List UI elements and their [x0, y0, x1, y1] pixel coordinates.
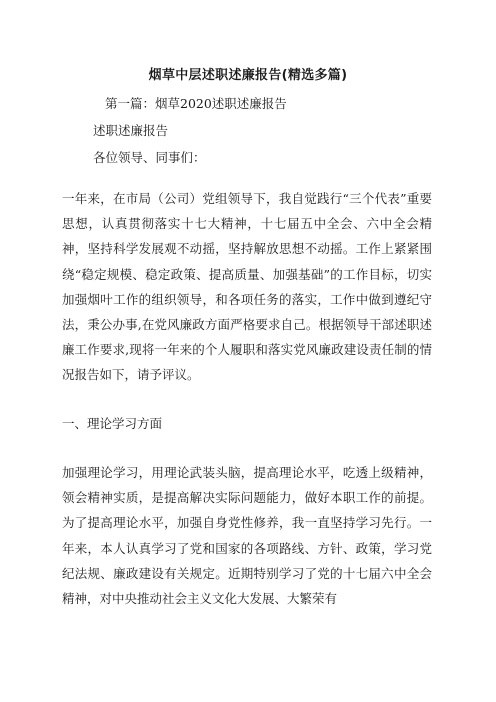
subtitle: 第一篇：烟草2020述职述廉报告: [105, 96, 287, 111]
paragraph-theory-study: 加强理论学习，用理论武装头脑，提高理论水平，吃透上级精神，领会精神实质，是提高解决实际问题能力，做好本职工作的前提。为了提高理论水平，加强自身党性修养，我一直坚持学习先行。一年来，本人认真学习了党和国家的各项路线、方针、政策，学习党纪法规、廉政建设有关规定。近期特别学习了党的十七届六中全会精神，对中央推动社会主义文化大发展、大繁荣有: [62, 465, 432, 607]
salutation: 各位领导、同事们：: [93, 150, 206, 165]
section-heading-theory-study: 一、理论学习方面: [62, 416, 163, 431]
report-heading: 述职述廉报告: [93, 123, 169, 138]
document-title: 烟草中层述职述廉报告(精选多篇): [148, 68, 348, 83]
paragraph-intro: 一年来，在市局（公司）党组领导下，我自觉践行“三个代表”重要思想，认真贯彻落实十七大精神，十七届五中全会、六中全会精神，坚持科学发展观不动摇，坚持解放思想不动摇。工作上紧紧围绕“稳定规模、稳定政策、提高质量、加强基础”的工作目标，切实加强烟叶工作的组织领导，和各项任务的落实，工作中做到遵纪守法，秉公办事,在党风廉政方面严格要求自己。根据领导干部述职述廉工作要求,现将一年来的个人履职和落实党风廉政建设责任制的情况报告如下，请予评议。: [62, 191, 432, 383]
